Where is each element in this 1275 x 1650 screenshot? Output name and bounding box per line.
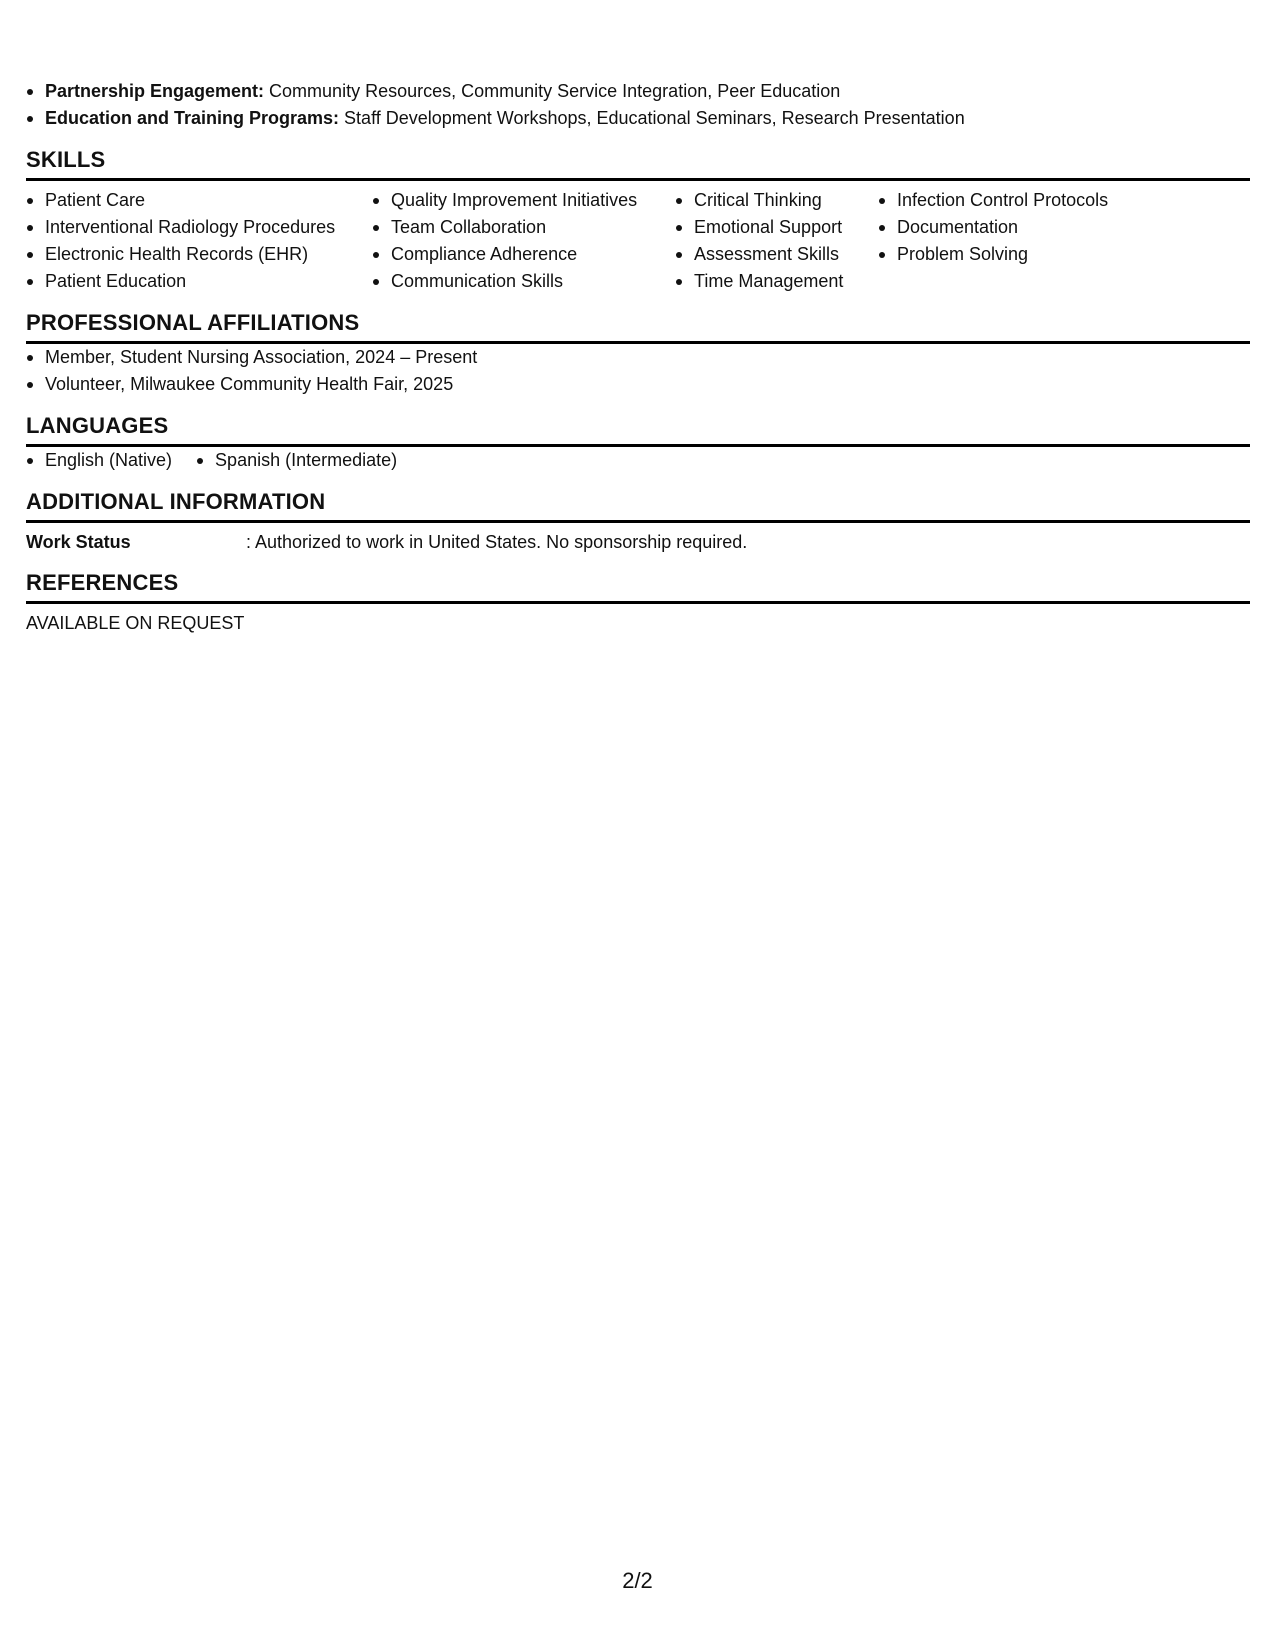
- section-title-additional-info: ADDITIONAL INFORMATION: [26, 488, 1250, 523]
- languages-section: [26, 412, 1250, 474]
- item-text: Staff Development Workshops, Educational Seminars, Research Presentation: [339, 108, 965, 128]
- skill-item: Communication Skills: [372, 268, 675, 295]
- skill-item: Team Collaboration: [372, 214, 675, 241]
- section-title-skills: SKILLS: [26, 146, 1250, 181]
- skill-item: Interventional Radiology Procedures: [26, 214, 372, 241]
- section-title-languages: LANGUAGES: [26, 412, 1250, 447]
- skills-section: [26, 146, 1250, 295]
- skill-item: Quality Improvement Initiatives: [372, 187, 675, 214]
- resume-page: [26, 78, 1250, 636]
- languages-list: [26, 447, 1250, 474]
- skill-item: Assessment Skills: [675, 241, 878, 268]
- language-item: Spanish (Intermediate): [196, 447, 397, 474]
- skill-item: Compliance Adherence: [372, 241, 675, 268]
- additional-info-section: [26, 488, 1250, 555]
- skills-column: [26, 187, 372, 295]
- item-label: Partnership Engagement:: [45, 81, 265, 101]
- affiliations-list: [26, 344, 1250, 398]
- work-status-label: Work Status: [26, 532, 131, 552]
- skill-item: Electronic Health Records (EHR): [26, 241, 372, 268]
- references-section: [26, 569, 1250, 636]
- affiliation-item: Volunteer, Milwaukee Community Health Fair, 2025: [26, 371, 1250, 398]
- list-item: [26, 78, 1250, 105]
- skills-column: [878, 187, 1178, 295]
- skill-item: Patient Education: [26, 268, 372, 295]
- skill-item: Patient Care: [26, 187, 372, 214]
- skill-item: Documentation: [878, 214, 1178, 241]
- work-status-value: : Authorized to work in United States. No sponsorship required.: [246, 532, 748, 552]
- affiliation-item: Member, Student Nursing Association, 2024 – Present: [26, 344, 1250, 371]
- page-number: 2/2: [622, 1568, 653, 1593]
- list-item: [26, 105, 1250, 132]
- references-text: AVAILABLE ON REQUEST: [26, 613, 245, 633]
- section-title-references: REFERENCES: [26, 569, 1250, 604]
- language-item: English (Native): [26, 447, 172, 474]
- skills-column: [675, 187, 878, 295]
- skills-grid: [26, 181, 1250, 295]
- item-text: Community Resources, Community Service Integration, Peer Education: [264, 81, 841, 101]
- skill-item: Emotional Support: [675, 214, 878, 241]
- skills-column: [372, 187, 675, 295]
- skill-item: Critical Thinking: [675, 187, 878, 214]
- skill-item: Infection Control Protocols: [878, 187, 1178, 214]
- item-label: Education and Training Programs:: [45, 108, 340, 128]
- engagement-list: [26, 78, 1250, 132]
- work-status-row: [26, 523, 1250, 555]
- section-title-affiliations: PROFESSIONAL AFFILIATIONS: [26, 309, 1250, 344]
- skill-item: Problem Solving: [878, 241, 1178, 268]
- affiliations-section: [26, 309, 1250, 398]
- skill-item: Time Management: [675, 268, 878, 295]
